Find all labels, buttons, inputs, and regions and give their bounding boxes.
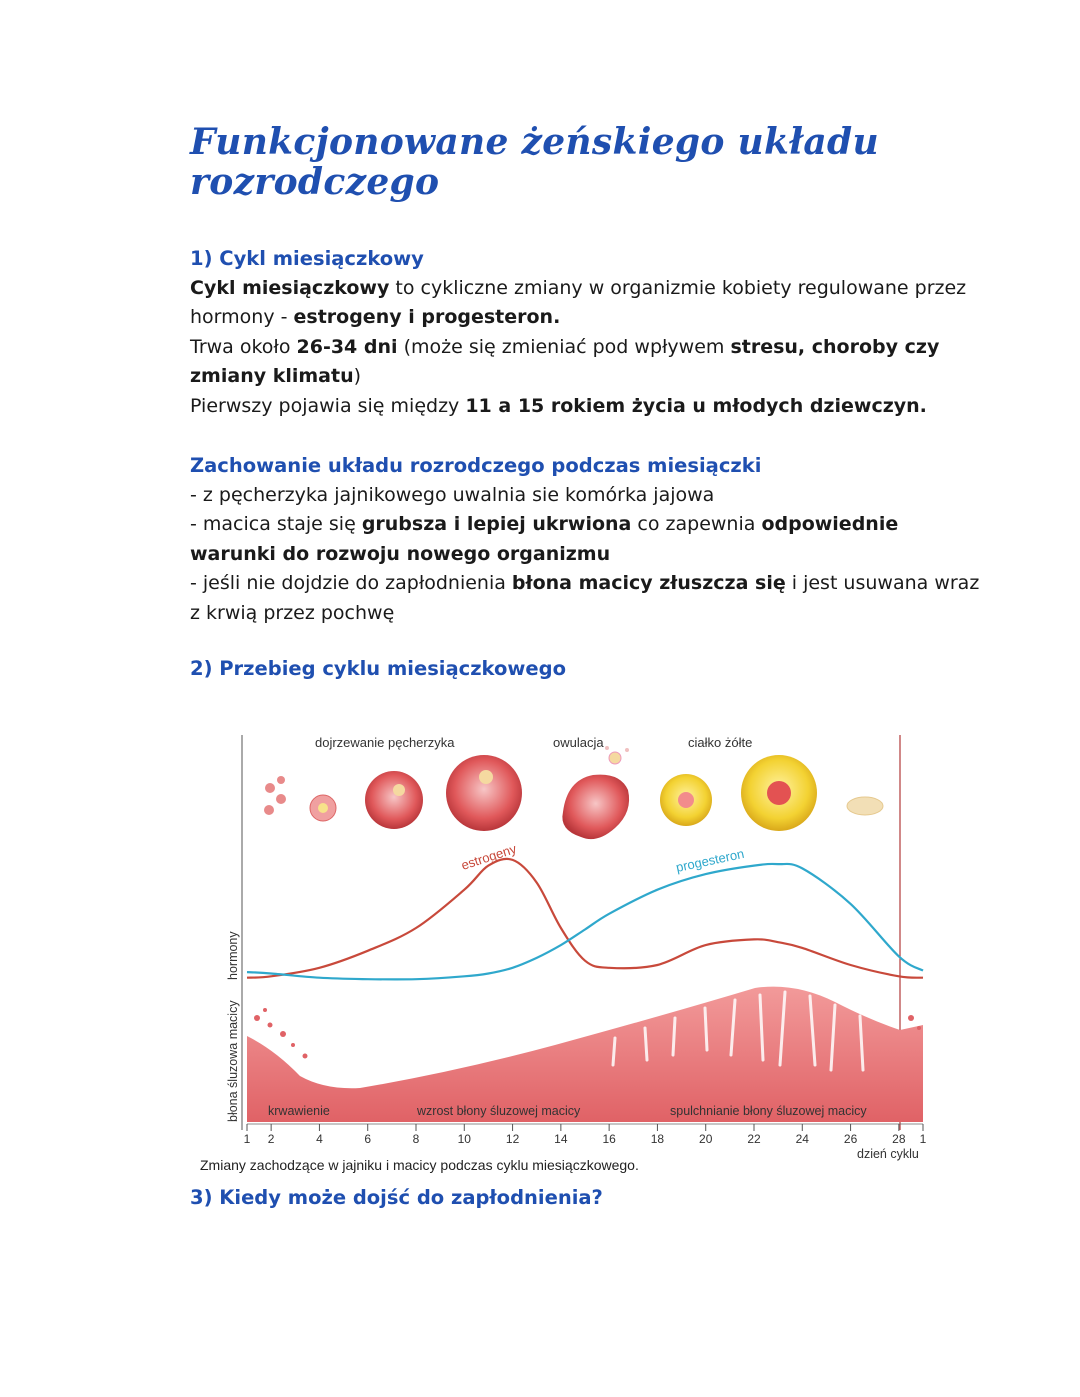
follicle-stage-2-icon <box>310 795 336 821</box>
day-tick-label: 6 <box>364 1132 372 1146</box>
axis-label-hormones: hormony <box>226 931 240 980</box>
label-corpus-luteum: ciałko żółte <box>688 735 753 750</box>
section-behaviour <box>190 451 990 628</box>
list-item: - z pęcherzyka jajnikowego uwalnia sie komórka jajowa <box>190 483 715 506</box>
bold-text: odpowiednie warunki do rozwoju nowego organizmu <box>190 513 899 565</box>
phase-label-growth: wzrost błony śluzowej macicy <box>417 1104 581 1118</box>
follicle-stage-3-icon <box>365 771 423 829</box>
estrogen-curve-label: estrogeny <box>459 840 519 873</box>
list-item <box>190 510 990 569</box>
day-tick-label: 18 <box>650 1132 665 1146</box>
day-tick-label: 1 <box>919 1132 927 1146</box>
day-tick-label: 8 <box>412 1132 420 1146</box>
bold-text: 11 a 15 rokiem życia u młodych dziewczyn. <box>465 394 927 417</box>
paragraph-definition <box>190 274 990 333</box>
day-tick-label: 2 <box>267 1132 275 1146</box>
cycle-diagram <box>195 720 935 1180</box>
section-menstrual-cycle <box>190 244 990 421</box>
bold-text: estrogeny i progesteron. <box>293 306 561 328</box>
section-heading-fertilization: 3) Kiedy może dojść do zapłodnienia? <box>190 1186 603 1209</box>
title-line-1: Funkcjonowane żeńskiego układu <box>190 121 879 163</box>
text: - macica staje się <box>190 513 362 535</box>
ovulation-icon <box>562 746 629 839</box>
phase-label-loosening: spulchnianie błony śluzowej macicy <box>670 1104 867 1118</box>
section-heading: 1) Cykl miesiączkowy <box>190 247 424 270</box>
label-follicle-maturation: dojrzewanie pęcherzyka <box>315 735 455 750</box>
text: i jest usuwana wraz z krwią przez pochwę <box>190 572 980 624</box>
progesterone-curve-label: progesteron <box>674 845 746 875</box>
bold-text: 26-34 dni <box>296 335 398 358</box>
bold-text: błona macicy złuszcza się <box>511 572 786 594</box>
text: (może się zmieniać pod wpływem <box>397 335 731 358</box>
section-heading-cycle-course: 2) Przebieg cyklu miesiączkowego <box>190 657 566 680</box>
text: Trwa około <box>190 335 297 358</box>
day-tick-label: 28 <box>892 1132 906 1146</box>
day-tick-label: 16 <box>602 1132 616 1146</box>
day-tick-label: 24 <box>795 1132 809 1146</box>
page-title <box>190 122 950 202</box>
text: ) <box>353 365 362 387</box>
endometrium-band <box>247 987 923 1122</box>
day-tick-label: 22 <box>747 1132 761 1146</box>
label-ovulation: owulacja <box>553 735 604 750</box>
corpus-luteum-small-icon <box>660 774 712 826</box>
follicle-stage-1-icon <box>264 776 286 815</box>
day-tick-label: 10 <box>457 1132 471 1146</box>
day-tick-label: 26 <box>843 1132 858 1146</box>
corpus-luteum-large-icon <box>741 755 817 831</box>
bold-text: Cykl miesiączkowy <box>190 276 390 299</box>
day-tick-label: 12 <box>505 1132 520 1146</box>
text: Pierwszy pojawia się między <box>190 394 466 417</box>
phase-label-bleeding: krwawienie <box>268 1104 330 1118</box>
bold-text: grubsza i lepiej ukrwiona <box>361 513 632 535</box>
day-tick-label: 4 <box>316 1132 323 1146</box>
diagram-caption: Zmiany zachodzące w jajniku i macicy podczas cyklu miesiączkowego. <box>200 1157 639 1173</box>
follicle-stage-4-icon <box>446 755 522 831</box>
estrogen-curve <box>247 859 923 978</box>
day-tick-label: 14 <box>554 1132 568 1146</box>
corpus-albicans-icon <box>847 797 883 815</box>
axis-label-mucosa: błona śluzowa macicy <box>226 1000 240 1122</box>
bold-text: stresu, choroby czy zmiany klimatu <box>190 335 940 387</box>
day-tick-label: 20 <box>699 1132 713 1146</box>
day-tick-label: 1 <box>243 1132 251 1146</box>
text: co zapewnia <box>631 513 762 535</box>
text: - jeśli nie dojdzie do zapłodnienia <box>190 572 512 594</box>
day-axis <box>244 1124 927 1146</box>
text: to cykliczne zmiany w organizmie kobiety regulowane przez hormony - <box>190 276 967 328</box>
list-item <box>190 569 990 628</box>
title-line-2: rozrodczego <box>190 161 440 203</box>
axis-label-day: dzień cyklu <box>857 1147 919 1161</box>
section-heading: Zachowanie układu rozrodczego podczas miesiączki <box>190 454 762 477</box>
paragraph-duration <box>190 333 990 392</box>
paragraph-first-occurrence <box>190 392 990 422</box>
